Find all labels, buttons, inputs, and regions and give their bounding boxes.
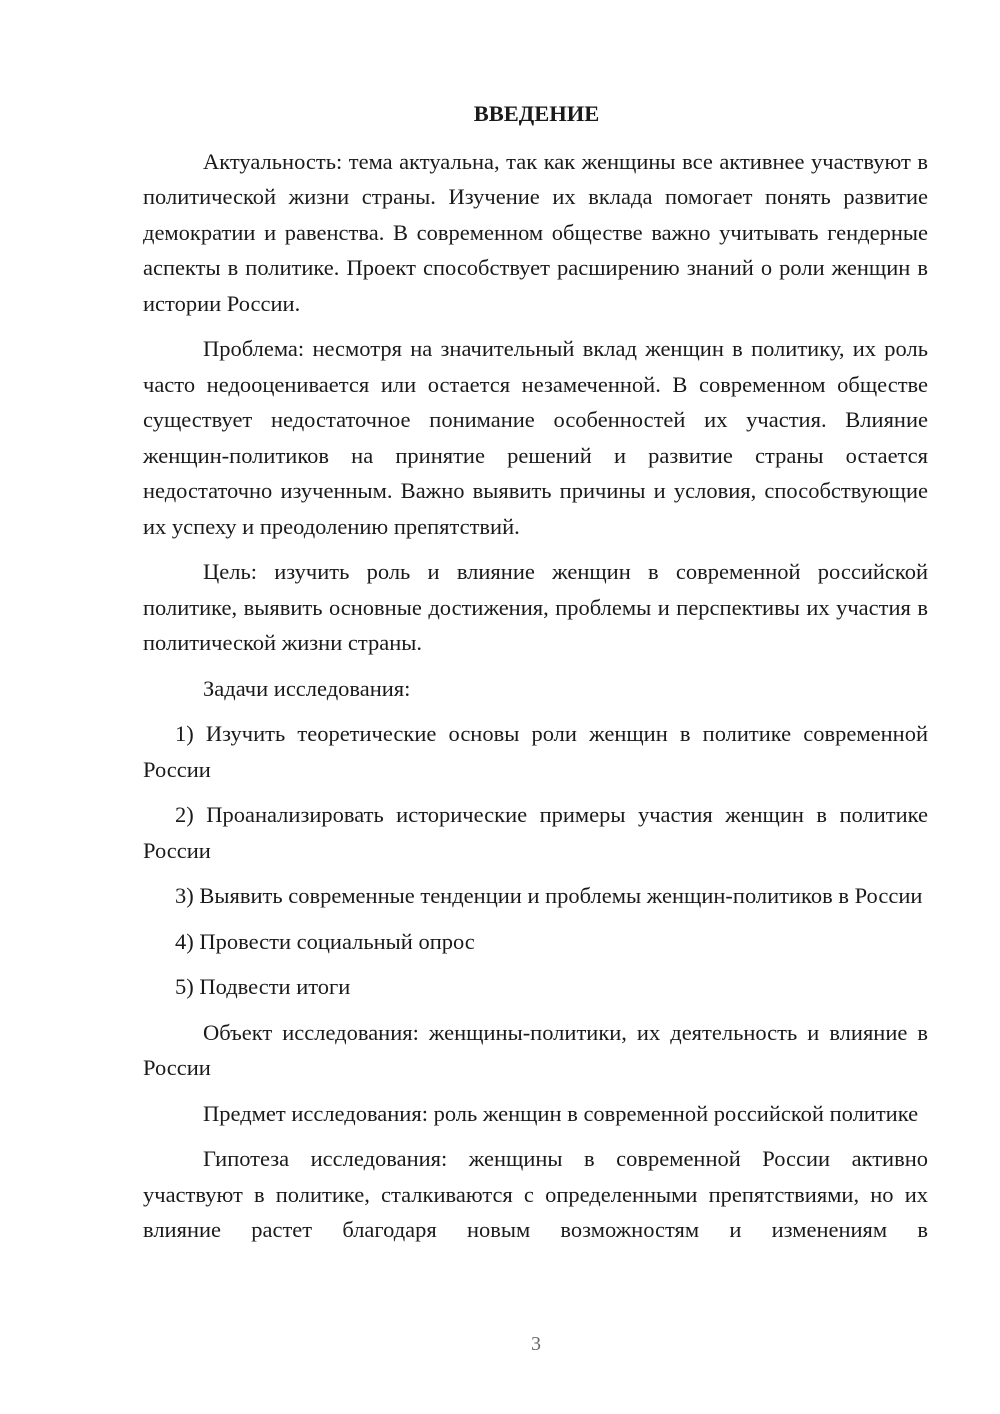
relevance-paragraph: Актуальность: тема актуальна, так как женщины все активнее участвуют в политической жизни страны. Изучение их вклада помогает понять развитие демократии и равенства. В современном обществе важно учитывать гендерные аспекты в политике. Проект способствует расширению знаний о роли женщин в истории России.: [143, 148, 928, 316]
hypothesis-paragraph: Гипотеза исследования: женщины в современной России активно участвуют в политике, сталкиваются с определенными препятствиями, но их влияние растет благодаря новым возможностям и изменениям в: [143, 1146, 928, 1242]
task-item-5: 5) Подвести итоги: [175, 974, 351, 999]
subject-paragraph: Предмет исследования: роль женщин в современной российской политике: [203, 1100, 919, 1126]
object-paragraph: Объект исследования: женщины-политики, их деятельность и влияние в России: [143, 1019, 928, 1080]
page-title: ВВЕДЕНИЕ: [473, 101, 600, 126]
tasks-list: [143, 716, 928, 1005]
tasks-heading: Задачи исследования:: [203, 675, 411, 701]
task-item-1: 1) Изучить теоретические основы роли женщин в политике современной России: [143, 721, 928, 782]
page-content: [143, 96, 928, 1258]
task-item-4: 4) Провести социальный опрос: [175, 928, 475, 954]
page-number: 3: [531, 1333, 541, 1355]
problem-paragraph: Проблема: несмотря на значительный вклад женщин в политику, их роль часто недооценивается или остается незамеченной. В современном обществе существует недостаточное понимание особенностей их участия. Влияние женщин-политиков на принятие решений и развитие страны остается недостаточно изученным. Важно выявить причины и условия, способствующие их успеху и преодолению препятствий.: [143, 336, 928, 539]
task-item-3: 3) Выявить современные тенденции и проблемы женщин-политиков в России: [175, 883, 923, 908]
task-item-2: 2) Проанализировать исторические примеры участия женщин в политике России: [143, 802, 928, 863]
goal-paragraph: Цель: изучить роль и влияние женщин в современной российской политике, выявить основные достижения, проблемы и перспективы их участия в политической жизни страны.: [143, 559, 928, 655]
